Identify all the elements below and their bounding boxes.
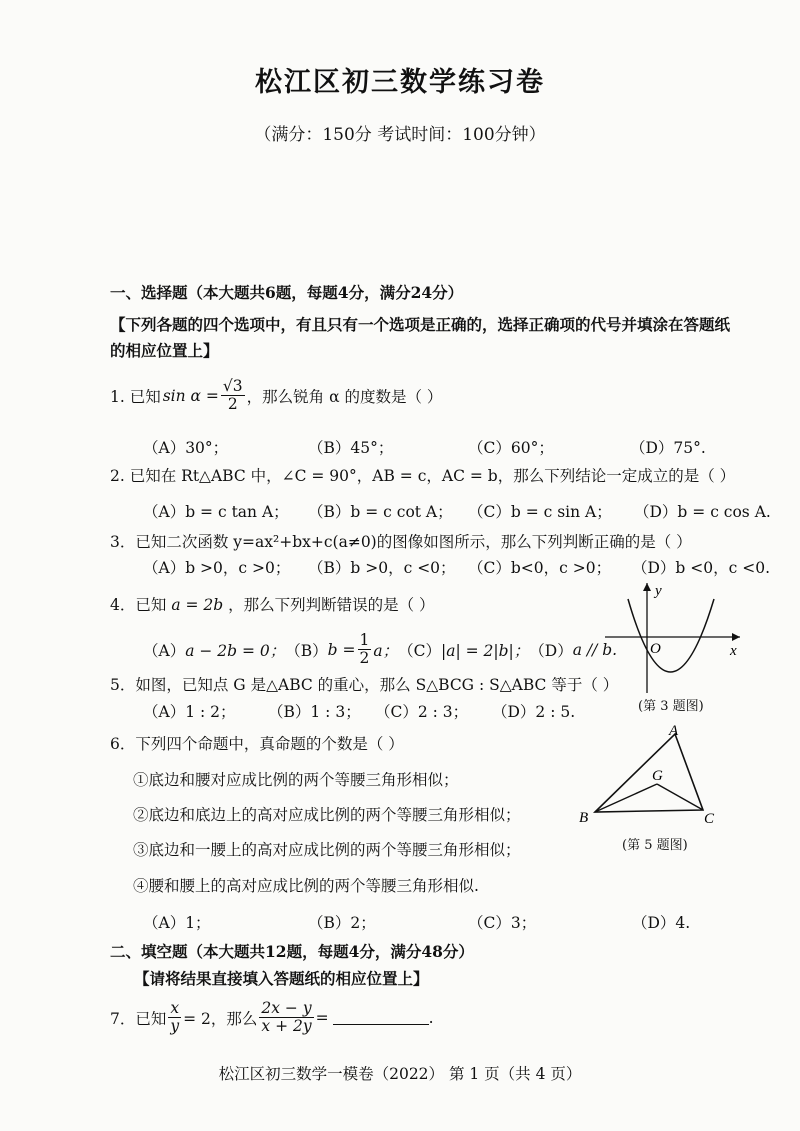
q5-option-d: （D）2 : 5. — [492, 703, 576, 721]
q4-prefix: 4．已知 — [110, 596, 167, 614]
figure3-x-label: x — [730, 643, 737, 659]
figure-3-caption: (第 3 题图) — [638, 699, 704, 714]
parabola-curve — [628, 599, 714, 672]
q4-option-b-den: 2 — [359, 649, 370, 668]
q7-end: . — [428, 1008, 434, 1027]
question-5: 5．如图，已知点 G 是△ABC 的重心，那么 S△BCG : S△ABC 等于（ ） — [110, 676, 619, 694]
q6-option-d: （D）4. — [632, 914, 691, 932]
figure5-label-c: C — [704, 811, 715, 827]
section1-instruction-line2: 的相应位置上】 — [110, 341, 219, 360]
q7-equals: = — [315, 1008, 329, 1027]
section1-heading: 一、选择题（本大题共6题，每题4分，满分24分） — [110, 283, 464, 302]
q4-option-b-lhs: b = — [327, 640, 356, 659]
q1-option-d: （D）75°. — [630, 439, 706, 457]
question-7 — [110, 1000, 434, 1035]
segment-gc — [657, 784, 703, 810]
figure5-label-b: B — [579, 810, 589, 826]
q4-option-a-expr: a − 2b = 0； — [185, 641, 286, 660]
q1-prefix: 1. 已知 — [110, 387, 161, 406]
q4-options-row — [143, 632, 617, 667]
q4-option-b-label: （B） — [285, 641, 328, 660]
q6-option-c: （C）3； — [468, 914, 537, 932]
q7-f2-num: 2x − y — [261, 999, 312, 1017]
q4-equation: a = 2b — [171, 596, 224, 614]
segment-bg — [595, 784, 657, 812]
q4-option-c-label: （C） — [398, 641, 442, 660]
q3-option-d: （D）b <0，c <0. — [632, 559, 771, 577]
q1-suffix: ，那么锐角 α 的度数是（ ） — [246, 387, 443, 406]
q6-proposition-4: ④腰和腰上的高对应成比例的两个等腰三角形相似. — [133, 877, 479, 895]
q7-f2-den: x + 2y — [261, 1017, 312, 1036]
q6-proposition-1: ①底边和腰对应成比例的两个等腰三角形相似； — [133, 771, 459, 789]
x-axis-arrow-icon — [732, 633, 740, 641]
page-title: 松江区初三数学练习卷 — [255, 67, 545, 98]
q5-option-c: （C）2 : 3； — [375, 703, 469, 721]
q1-sin-alpha: sin α = — [162, 386, 219, 405]
section2-heading: 二、填空题（本大题共12题，每题4分，满分48分） — [110, 942, 474, 961]
q5-option-b: （B）1 : 3； — [268, 703, 361, 721]
figure3-origin-label: O — [650, 641, 661, 657]
q2-option-c: （C）b = c sin A； — [468, 503, 612, 521]
q1-option-b: （B）45°； — [308, 439, 394, 457]
figure-5-caption: (第 5 题图) — [622, 838, 688, 853]
figure-5-triangle — [575, 720, 725, 830]
q3-option-c: （C）b<0，c >0； — [468, 559, 612, 577]
q4-option-c-expr: |a| = 2|b|； — [441, 641, 530, 660]
q2-option-d: （D）b = c cos A. — [634, 503, 771, 521]
q7-fraction-expression — [259, 1000, 313, 1035]
q1-frac-den: 2 — [227, 395, 238, 414]
figure3-y-label: y — [655, 583, 662, 599]
section2-instruction: 【请将结果直接填入答题纸的相应位置上】 — [134, 969, 429, 988]
q7-f1-den: y — [170, 1017, 180, 1036]
q4-option-d-label: （D） — [529, 641, 573, 660]
q4-option-d-expr: a // b. — [572, 640, 618, 659]
question-4 — [110, 593, 435, 615]
q7-mid: = 2，那么 — [183, 1009, 258, 1028]
section1-instruction-line1: 【下列各题的四个选项中，有且只有一个选项是正确的，选择正确项的代号并填涂在答题纸 — [110, 315, 731, 334]
q6-proposition-2: ②底边和底边上的高对应成比例的两个等腰三角形相似； — [133, 806, 521, 824]
q4-option-b-fraction — [358, 632, 372, 667]
q3-option-b: （B）b >0，c <0； — [308, 559, 456, 577]
q6-proposition-3: ③底边和一腰上的高对应成比例的两个等腰三角形相似； — [133, 841, 521, 859]
q2-option-b: （B）b = c cot A； — [308, 503, 453, 521]
q4-suffix: ，那么下列判断错误的是（ ） — [228, 596, 435, 614]
q4-option-a-label: （A） — [143, 641, 186, 660]
q6-option-a: （A）1； — [143, 914, 211, 932]
question-1 — [110, 378, 442, 413]
q4-option-b-rhs: a； — [373, 641, 399, 660]
q7-prefix: 7．已知 — [110, 1009, 167, 1028]
q1-option-c: （C）60°； — [468, 439, 554, 457]
q4-option-b-num: 1 — [359, 631, 370, 649]
figure5-label-g: G — [652, 768, 663, 784]
q5-option-a: （A）1 : 2； — [143, 703, 236, 721]
q1-frac-num: √3 — [222, 377, 243, 395]
figure5-label-a: A — [669, 723, 679, 739]
figure-3-parabola — [600, 575, 750, 695]
q7-answer-blank — [333, 1010, 429, 1025]
page-subtitle: （满分：150分 考试时间：100分钟） — [254, 125, 546, 145]
q7-fraction-x-over-y — [168, 1000, 181, 1035]
q7-f1-num: x — [170, 999, 180, 1017]
q1-option-a: （A）30°； — [143, 439, 229, 457]
page-footer: 松江区初三数学一模卷（2022） 第 1 页（共 4 页） — [218, 1065, 582, 1083]
q3-option-a: （A）b >0，c >0； — [143, 559, 291, 577]
q2-option-a: （A）b = c tan A； — [143, 503, 289, 521]
question-6: 6．下列四个命题中，真命题的个数是（ ） — [110, 735, 404, 753]
q1-fraction — [221, 378, 245, 413]
question-3: 3．已知二次函数 y=ax²+bx+c(a≠0)的图像如图所示，那么下列判断正确的是（ ） — [110, 533, 692, 551]
q6-option-b: （B）2； — [308, 914, 376, 932]
question-2: 2. 已知在 Rt△ABC 中，∠C = 90°，AB = c，AC = b，那么下列结论一定成立的是（ ） — [110, 467, 736, 485]
y-axis-arrow-icon — [643, 583, 651, 591]
